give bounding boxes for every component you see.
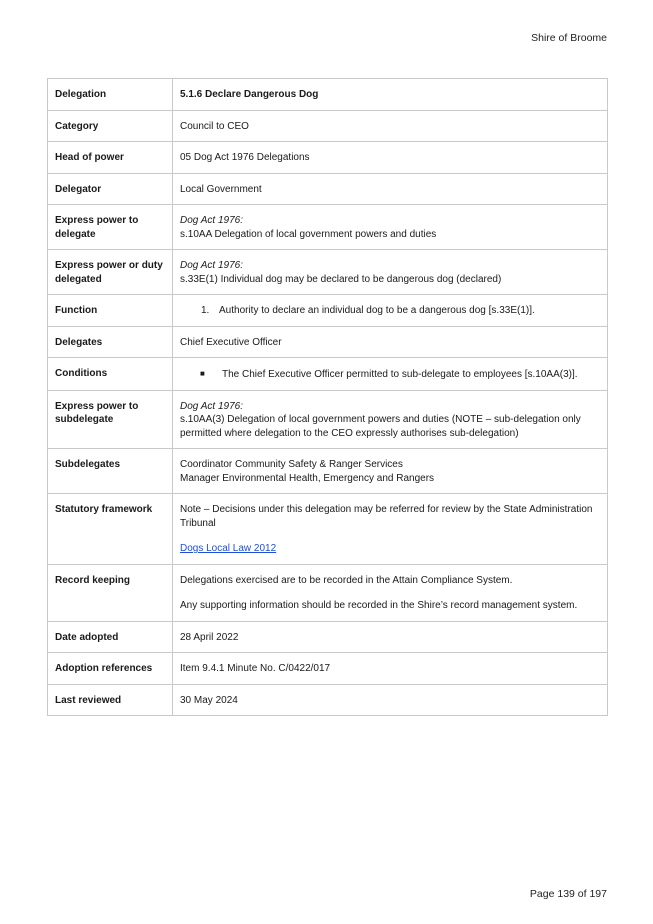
function-item: [180, 304, 600, 318]
label-express-power-to-delegate: Express power to delegate: [48, 205, 173, 250]
page-number: Page 139 of 197: [529, 888, 607, 900]
value-delegation: 5.1.6 Declare Dangerous Dog: [173, 79, 608, 111]
value-subdelegates: [173, 449, 608, 494]
value-record-keeping: [173, 564, 608, 621]
label-statutory-framework: Statutory framework: [48, 494, 173, 565]
row-express-power-or-duty-delegated: [48, 250, 608, 295]
label-adoption-references: Adoption references: [48, 653, 173, 685]
value-last-reviewed: 30 May 2024: [173, 684, 608, 716]
value-category: Council to CEO: [173, 110, 608, 142]
act-name: Dog Act 1976:: [180, 215, 244, 226]
label-conditions: Conditions: [48, 358, 173, 391]
label-last-reviewed: Last reviewed: [48, 684, 173, 716]
section-text: s.10AA Delegation of local government powers and duties: [180, 228, 437, 240]
label-head-of-power: Head of power: [48, 142, 173, 174]
row-date-adopted: [48, 621, 608, 653]
label-express-power-or-duty-delegated: Express power or duty delegated: [48, 250, 173, 295]
section-text: s.10AA(3) Delegation of local government powers and duties (NOTE – sub-delegation only permitted where delegation to the CEO expressly authorises sub-delegation): [180, 414, 581, 439]
row-delegation: [48, 79, 608, 111]
row-statutory-framework: [48, 494, 608, 565]
value-express-power-to-subdelegate: [173, 390, 608, 449]
function-item-text: Authority to declare an individual dog to be a dangerous dog [s.33E(1)].: [219, 305, 535, 316]
value-conditions: [173, 358, 608, 391]
row-category: [48, 110, 608, 142]
local-law-link[interactable]: Dogs Local Law 2012: [180, 543, 277, 554]
value-adoption-references: Item 9.4.1 Minute No. C/0422/017: [173, 653, 608, 685]
record-keeping-para: Delegations exercised are to be recorded in the Attain Compliance System.: [180, 574, 513, 586]
label-delegation: Delegation: [48, 79, 173, 111]
label-category: Category: [48, 110, 173, 142]
value-date-adopted: 28 April 2022: [173, 621, 608, 653]
statutory-note: Note – Decisions under this delegation may be referred for review by the State Administration Tribunal: [180, 504, 593, 529]
label-record-keeping: Record keeping: [48, 564, 173, 621]
row-delegates: [48, 326, 608, 358]
value-head-of-power: 05 Dog Act 1976 Delegations: [173, 142, 608, 174]
row-record-keeping: [48, 564, 608, 621]
label-delegator: Delegator: [48, 173, 173, 205]
row-head-of-power: [48, 142, 608, 174]
subdelegate-line: Manager Environmental Health, Emergency and Rangers: [180, 472, 435, 484]
row-conditions: [48, 358, 608, 391]
row-adoption-references: [48, 653, 608, 685]
act-name: Dog Act 1976:: [180, 400, 244, 412]
row-delegator: [48, 173, 608, 205]
subdelegate-line: Coordinator Community Safety & Ranger Services: [180, 459, 403, 470]
header-organisation: Shire of Broome: [531, 32, 607, 44]
value-statutory-framework: [173, 494, 608, 565]
record-keeping-para: Any supporting information should be recorded in the Shire’s record management system.: [180, 600, 578, 611]
row-function: [48, 295, 608, 327]
value-function: [173, 295, 608, 327]
value-express-power-or-duty-delegated: [173, 250, 608, 295]
act-name: Dog Act 1976:: [180, 260, 244, 271]
section-text: s.33E(1) Individual dog may be declared to be dangerous dog (declared): [180, 273, 502, 285]
value-delegates: Chief Executive Officer: [173, 326, 608, 358]
label-date-adopted: Date adopted: [48, 621, 173, 653]
label-subdelegates: Subdelegates: [48, 449, 173, 494]
condition-item: [180, 367, 600, 382]
row-subdelegates: [48, 449, 608, 494]
label-delegates: Delegates: [48, 326, 173, 358]
label-express-power-to-subdelegate: Express power to subdelegate: [48, 390, 173, 449]
row-express-power-to-subdelegate: [48, 390, 608, 449]
value-delegator: Local Government: [173, 173, 608, 205]
condition-item-text: The Chief Executive Officer permitted to sub-delegate to employees [s.10AA(3)].: [222, 369, 578, 380]
delegation-table: [47, 78, 608, 716]
value-express-power-to-delegate: [173, 205, 608, 250]
square-bullet-icon: ■: [200, 369, 205, 378]
label-function: Function: [48, 295, 173, 327]
function-item-number: 1.: [201, 305, 210, 316]
row-express-power-to-delegate: [48, 205, 608, 250]
row-last-reviewed: [48, 684, 608, 716]
